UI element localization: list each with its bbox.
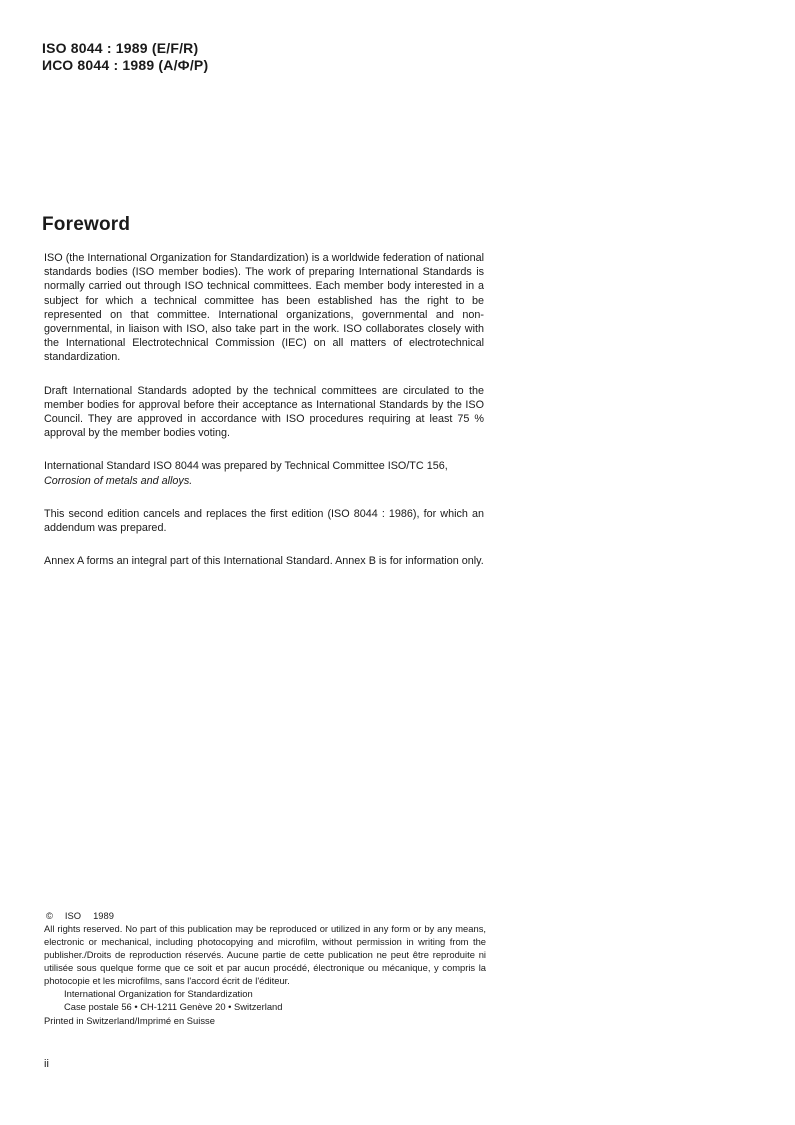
header-line-latin: ISO 8044 : 1989 (E/F/R) — [42, 40, 199, 56]
copyright-year: 1989 — [93, 910, 114, 921]
copyright-line — [44, 909, 486, 922]
paragraph-draft-standards: Draft International Standards adopted by the technical committees are circulated to the member bodies for approval before their acceptance as International Standards by the ISO Council. They are approved in accordance with ISO procedures requiring at least 75 % approval by the member bodies voting. — [44, 384, 484, 440]
page-title: Foreword — [42, 214, 131, 235]
paragraph-prepared-by — [44, 459, 484, 487]
header-line-cyrillic: ИСО 8044 : 1989 (А/Ф/Р) — [42, 57, 209, 73]
rights-notice: All rights reserved. No part of this publication may be reproduced or utilized in any form or by any means, electronic or mechanical, including photocopying and microfilm, without permission in writing from the publisher./Droits de reproduction réservés. Aucune partie de cette publication ne peut être reproduite ni utilisée sous quelque forme que ce soit et par aucun procédé, électronique ou mécanique, y compris la photocopie et les microfilms, sans l'accord écrit de l'éditeur. — [44, 923, 486, 986]
paragraph-iso-description: ISO (the International Organization for Standardization) is a worldwide federation of national standards bodies (ISO member bodies). The work of preparing International Standards is normally carried out through ISO technical committees. Each member body interested in a subject for which a technical committee has been established has the right to be represented on that committee. International organizations, governmental and non-governmental, in liaison with ISO, also take part in the work. ISO collaborates closely with the International Electrotechnical Commission (IEC) on all matters of electrotechnical standardization. — [44, 252, 484, 364]
page-number: ii — [44, 1058, 49, 1070]
publisher-name: International Organization for Standardization — [64, 988, 253, 999]
paragraph-edition: This second edition cancels and replaces the first edition (ISO 8044 : 1986), for which an addendum was prepared. — [44, 507, 484, 535]
paragraph-annexes: Annex A forms an integral part of this International Standard. Annex B is for information only. — [44, 555, 484, 568]
copyright-owner: ISO — [64, 910, 82, 921]
copyright-block — [44, 909, 486, 1027]
committee-subject: Corrosion of metals and alloys. — [44, 474, 193, 487]
publisher-address: Case postale 56 • CH-1211 Genève 20 • Switzerland — [64, 1001, 283, 1012]
copyright-icon: © — [46, 910, 53, 921]
document-header — [42, 40, 208, 74]
prepared-by-text: International Standard ISO 8044 was prepared by Technical Committee ISO/TC 156, — [44, 460, 448, 473]
printed-in: Printed in Switzerland/Imprimé en Suisse — [44, 1015, 215, 1026]
foreword-body — [44, 251, 484, 587]
